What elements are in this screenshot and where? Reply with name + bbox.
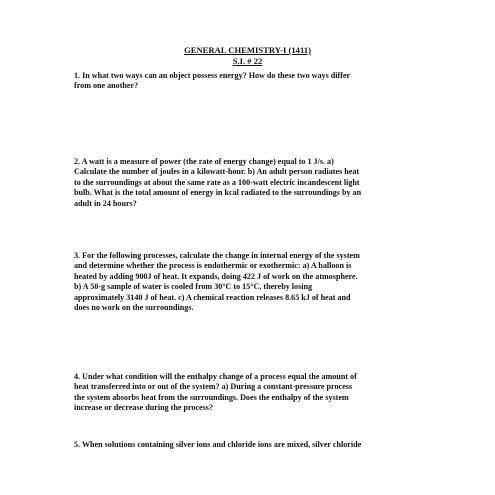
question-line: and determine whether the process is endothermic or exothermic: a) A balloon is bbox=[74, 261, 352, 271]
question-line: 3. For the following processes, calculate the change in internal energy of the system bbox=[74, 251, 360, 260]
question-line: to the surroundings at about the same rate as a 100-watt electric incandescent light bbox=[74, 177, 360, 187]
question-line: increase or decrease during the process? bbox=[74, 403, 214, 413]
question-line: b) A 50-g sample of water is cooled from 30°C to 15°C, thereby losing bbox=[74, 282, 313, 292]
question-1 bbox=[74, 71, 434, 92]
question-5 bbox=[74, 440, 434, 450]
question-line: 4. Under what condition will the enthalpy change of a process equal the amount of bbox=[74, 372, 357, 381]
question-3 bbox=[74, 251, 434, 313]
page-title: GENERAL CHEMISTRY-I (1411) bbox=[184, 45, 311, 55]
page-subtitle: S.I. # 22 bbox=[232, 55, 263, 66]
question-2 bbox=[74, 157, 434, 209]
question-line: bulb. What is the total amount of energy in kcal radiated to the surroundings by an bbox=[74, 188, 362, 198]
question-line: heated by adding 900J of heat. It expands, doing 422 J of work on the atmosphere. bbox=[74, 271, 358, 281]
question-4 bbox=[74, 372, 434, 414]
question-line: heat transferred into or out of the system? a) During a constant-pressure process bbox=[74, 382, 353, 392]
question-line: Calculate the number of joules in a kilowatt-hour. b) An adult person radiates heat bbox=[74, 167, 360, 177]
question-line: does no work on the surroundings. bbox=[74, 303, 194, 313]
question-line: 5. When solutions containing silver ions and chloride ions are mixed, silver chloride bbox=[74, 440, 362, 449]
worksheet-header bbox=[0, 45, 495, 66]
question-line: approximately 3140 J of heat. c) A chemical reaction releases 8.65 kJ of heat and bbox=[74, 292, 351, 302]
question-line: 1. In what two ways can an object possess energy? How do these two ways differ bbox=[74, 71, 351, 80]
question-line: adult in 24 hours? bbox=[74, 198, 137, 208]
question-line: the system absorbs heat from the surroundings. Does the enthalpy of the system bbox=[74, 392, 349, 402]
question-line: from one another? bbox=[74, 81, 139, 91]
question-line: 2. A watt is a measure of power (the rate of energy change) equal to 1 J/s. a) bbox=[74, 157, 334, 166]
